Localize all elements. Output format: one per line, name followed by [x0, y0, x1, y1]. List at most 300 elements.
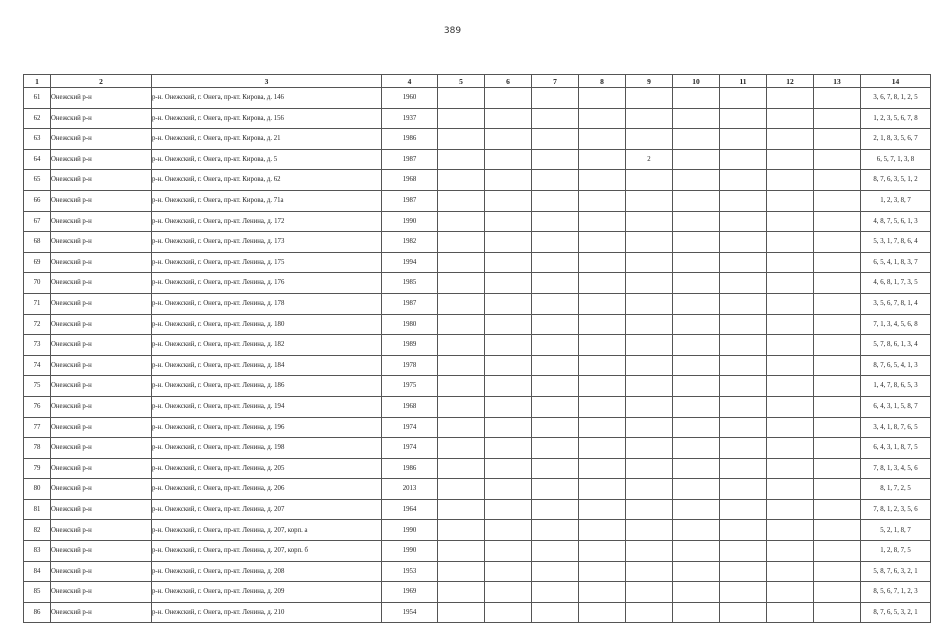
table-row [24, 458, 931, 479]
empty-cell [673, 376, 720, 397]
empty-cell [485, 314, 532, 335]
row-number-cell: 86 [24, 602, 51, 623]
empty-cell [814, 273, 861, 294]
address-cell: р-н. Онежский, г. Онега, пр-кт. Ленина, д. 194 [152, 396, 382, 417]
district-cell: Онежский р-н [51, 458, 152, 479]
empty-cell [579, 211, 626, 232]
sequence-cell: 1, 2, 3, 5, 6, 7, 8 [861, 108, 931, 129]
empty-cell [673, 458, 720, 479]
address-cell: р-н. Онежский, г. Онега, пр-кт. Кирова, д. 5 [152, 149, 382, 170]
empty-cell [673, 88, 720, 109]
column-header: 11 [720, 75, 767, 88]
empty-cell [438, 252, 485, 273]
empty-cell [673, 211, 720, 232]
empty-cell [720, 355, 767, 376]
column-9-cell [626, 582, 673, 603]
empty-cell [438, 88, 485, 109]
table-row [24, 499, 931, 520]
year-cell: 1937 [382, 108, 438, 129]
empty-cell [767, 88, 814, 109]
empty-cell [767, 211, 814, 232]
address-cell: р-н. Онежский, г. Онега, пр-кт. Кирова, д. 71а [152, 190, 382, 211]
column-header: 13 [814, 75, 861, 88]
empty-cell [579, 376, 626, 397]
column-9-cell [626, 232, 673, 253]
empty-cell [673, 129, 720, 150]
empty-cell [720, 458, 767, 479]
district-cell: Онежский р-н [51, 108, 152, 129]
empty-cell [673, 520, 720, 541]
table-row [24, 314, 931, 335]
empty-cell [579, 314, 626, 335]
sequence-cell: 3, 5, 6, 7, 8, 1, 4 [861, 293, 931, 314]
empty-cell [767, 541, 814, 562]
empty-cell [814, 211, 861, 232]
table-row [24, 561, 931, 582]
empty-cell [767, 417, 814, 438]
empty-cell [673, 541, 720, 562]
empty-cell [579, 232, 626, 253]
empty-cell [720, 129, 767, 150]
empty-cell [767, 602, 814, 623]
empty-cell [579, 355, 626, 376]
column-9-cell [626, 190, 673, 211]
empty-cell [673, 170, 720, 191]
empty-cell [720, 88, 767, 109]
column-header: 2 [51, 75, 152, 88]
empty-cell [438, 458, 485, 479]
empty-cell [438, 335, 485, 356]
sequence-cell: 4, 8, 7, 5, 6, 1, 3 [861, 211, 931, 232]
empty-cell [485, 190, 532, 211]
sequence-cell: 7, 8, 1, 2, 3, 5, 6 [861, 499, 931, 520]
empty-cell [485, 582, 532, 603]
address-cell: р-н. Онежский, г. Онега, пр-кт. Ленина, д. 209 [152, 582, 382, 603]
empty-cell [814, 499, 861, 520]
table-row [24, 88, 931, 109]
empty-cell [720, 520, 767, 541]
district-cell: Онежский р-н [51, 417, 152, 438]
empty-cell [767, 335, 814, 356]
empty-cell [720, 417, 767, 438]
empty-cell [438, 170, 485, 191]
empty-cell [438, 232, 485, 253]
empty-cell [720, 108, 767, 129]
empty-cell [438, 273, 485, 294]
empty-cell [532, 582, 579, 603]
empty-cell [673, 335, 720, 356]
empty-cell [485, 88, 532, 109]
empty-cell [814, 438, 861, 459]
district-cell: Онежский р-н [51, 273, 152, 294]
empty-cell [767, 396, 814, 417]
sequence-cell: 6, 5, 7, 1, 3, 8 [861, 149, 931, 170]
empty-cell [532, 190, 579, 211]
column-9-cell [626, 252, 673, 273]
empty-cell [579, 602, 626, 623]
year-cell: 1980 [382, 314, 438, 335]
empty-cell [767, 232, 814, 253]
column-9-cell [626, 355, 673, 376]
empty-cell [438, 293, 485, 314]
year-cell: 1987 [382, 190, 438, 211]
empty-cell [532, 232, 579, 253]
empty-cell [438, 314, 485, 335]
address-cell: р-н. Онежский, г. Онега, пр-кт. Ленина, д. 198 [152, 438, 382, 459]
district-cell: Онежский р-н [51, 170, 152, 191]
year-cell: 1985 [382, 273, 438, 294]
empty-cell [814, 108, 861, 129]
empty-cell [767, 376, 814, 397]
sequence-cell: 5, 8, 7, 6, 3, 2, 1 [861, 561, 931, 582]
year-cell: 1953 [382, 561, 438, 582]
empty-cell [767, 479, 814, 500]
district-cell: Онежский р-н [51, 541, 152, 562]
empty-cell [579, 458, 626, 479]
district-cell: Онежский р-н [51, 376, 152, 397]
row-number-cell: 61 [24, 88, 51, 109]
empty-cell [438, 211, 485, 232]
empty-cell [485, 396, 532, 417]
row-number-cell: 81 [24, 499, 51, 520]
column-9-cell [626, 170, 673, 191]
empty-cell [579, 252, 626, 273]
empty-cell [485, 252, 532, 273]
table-row [24, 355, 931, 376]
row-number-cell: 85 [24, 582, 51, 603]
table-row [24, 376, 931, 397]
empty-cell [579, 479, 626, 500]
year-cell: 1982 [382, 232, 438, 253]
empty-cell [438, 520, 485, 541]
row-number-cell: 77 [24, 417, 51, 438]
empty-cell [673, 190, 720, 211]
empty-cell [814, 88, 861, 109]
empty-cell [579, 541, 626, 562]
empty-cell [720, 149, 767, 170]
empty-cell [438, 396, 485, 417]
address-cell: р-н. Онежский, г. Онега, пр-кт. Ленина, д. 173 [152, 232, 382, 253]
empty-cell [720, 211, 767, 232]
district-cell: Онежский р-н [51, 293, 152, 314]
column-9-cell [626, 417, 673, 438]
sequence-cell: 6, 5, 4, 1, 8, 3, 7 [861, 252, 931, 273]
empty-cell [438, 479, 485, 500]
empty-cell [767, 582, 814, 603]
empty-cell [814, 458, 861, 479]
sequence-cell: 1, 2, 3, 8, 7 [861, 190, 931, 211]
empty-cell [814, 376, 861, 397]
address-cell: р-н. Онежский, г. Онега, пр-кт. Ленина, д. 182 [152, 335, 382, 356]
table-row [24, 417, 931, 438]
row-number-cell: 84 [24, 561, 51, 582]
empty-cell [767, 273, 814, 294]
empty-cell [814, 314, 861, 335]
empty-cell [720, 252, 767, 273]
year-cell: 1978 [382, 355, 438, 376]
empty-cell [485, 108, 532, 129]
empty-cell [767, 520, 814, 541]
empty-cell [767, 108, 814, 129]
sequence-cell: 8, 1, 7, 2, 5 [861, 479, 931, 500]
column-9-cell [626, 211, 673, 232]
empty-cell [579, 520, 626, 541]
empty-cell [673, 602, 720, 623]
column-9-cell [626, 335, 673, 356]
empty-cell [673, 438, 720, 459]
year-cell: 1968 [382, 170, 438, 191]
empty-cell [579, 293, 626, 314]
column-header: 9 [626, 75, 673, 88]
address-cell: р-н. Онежский, г. Онега, пр-кт. Ленина, д. 208 [152, 561, 382, 582]
column-header: 4 [382, 75, 438, 88]
address-cell: р-н. Онежский, г. Онега, пр-кт. Кирова, д. 146 [152, 88, 382, 109]
empty-cell [673, 108, 720, 129]
table-row [24, 232, 931, 253]
table-body [24, 88, 931, 623]
empty-cell [720, 273, 767, 294]
empty-cell [532, 273, 579, 294]
empty-cell [532, 541, 579, 562]
empty-cell [767, 458, 814, 479]
year-cell: 1960 [382, 88, 438, 109]
empty-cell [673, 273, 720, 294]
column-header: 14 [861, 75, 931, 88]
empty-cell [673, 355, 720, 376]
empty-cell [720, 314, 767, 335]
sequence-cell: 3, 4, 1, 8, 7, 6, 5 [861, 417, 931, 438]
year-cell: 1990 [382, 520, 438, 541]
empty-cell [767, 355, 814, 376]
housing-register-table [23, 74, 931, 623]
empty-cell [579, 273, 626, 294]
empty-cell [532, 602, 579, 623]
empty-cell [767, 149, 814, 170]
table-row [24, 335, 931, 356]
year-cell: 1954 [382, 602, 438, 623]
column-9-cell [626, 273, 673, 294]
column-9-cell [626, 602, 673, 623]
empty-cell [673, 396, 720, 417]
column-9-cell [626, 88, 673, 109]
sequence-cell: 2, 1, 8, 3, 5, 6, 7 [861, 129, 931, 150]
empty-cell [485, 561, 532, 582]
column-header: 7 [532, 75, 579, 88]
district-cell: Онежский р-н [51, 149, 152, 170]
empty-cell [579, 129, 626, 150]
sequence-cell: 5, 2, 1, 8, 7 [861, 520, 931, 541]
year-cell: 1987 [382, 149, 438, 170]
address-cell: р-н. Онежский, г. Онега, пр-кт. Ленина, д. 207, корп. а [152, 520, 382, 541]
address-cell: р-н. Онежский, г. Онега, пр-кт. Ленина, д. 176 [152, 273, 382, 294]
table-row [24, 582, 931, 603]
column-header: 12 [767, 75, 814, 88]
sequence-cell: 1, 4, 7, 8, 6, 5, 3 [861, 376, 931, 397]
empty-cell [485, 479, 532, 500]
empty-cell [438, 149, 485, 170]
empty-cell [814, 190, 861, 211]
empty-cell [579, 108, 626, 129]
table-row [24, 211, 931, 232]
empty-cell [814, 520, 861, 541]
year-cell: 1994 [382, 252, 438, 273]
empty-cell [720, 190, 767, 211]
empty-cell [532, 314, 579, 335]
empty-cell [579, 396, 626, 417]
address-cell: р-н. Онежский, г. Онега, пр-кт. Ленина, д. 205 [152, 458, 382, 479]
year-cell: 1975 [382, 376, 438, 397]
year-cell: 1989 [382, 335, 438, 356]
empty-cell [532, 211, 579, 232]
column-header: 5 [438, 75, 485, 88]
address-cell: р-н. Онежский, г. Онега, пр-кт. Кирова, д. 21 [152, 129, 382, 150]
district-cell: Онежский р-н [51, 355, 152, 376]
column-9-cell [626, 458, 673, 479]
row-number-cell: 76 [24, 396, 51, 417]
sequence-cell: 8, 5, 6, 7, 1, 2, 3 [861, 582, 931, 603]
empty-cell [438, 355, 485, 376]
empty-cell [532, 149, 579, 170]
empty-cell [579, 335, 626, 356]
empty-cell [720, 396, 767, 417]
empty-cell [485, 129, 532, 150]
year-cell: 1990 [382, 541, 438, 562]
year-cell: 1969 [382, 582, 438, 603]
empty-cell [532, 396, 579, 417]
column-header: 10 [673, 75, 720, 88]
sequence-cell: 4, 6, 8, 1, 7, 3, 5 [861, 273, 931, 294]
address-cell: р-н. Онежский, г. Онега, пр-кт. Ленина, д. 180 [152, 314, 382, 335]
address-cell: р-н. Онежский, г. Онега, пр-кт. Ленина, д. 207 [152, 499, 382, 520]
sequence-cell: 8, 7, 6, 3, 5, 1, 2 [861, 170, 931, 191]
table-row [24, 273, 931, 294]
table-row [24, 479, 931, 500]
address-cell: р-н. Онежский, г. Онега, пр-кт. Ленина, д. 207, корп. б [152, 541, 382, 562]
table-row [24, 170, 931, 191]
empty-cell [767, 293, 814, 314]
empty-cell [720, 232, 767, 253]
district-cell: Онежский р-н [51, 438, 152, 459]
table-row [24, 541, 931, 562]
district-cell: Онежский р-н [51, 314, 152, 335]
empty-cell [767, 314, 814, 335]
empty-cell [532, 88, 579, 109]
empty-cell [438, 499, 485, 520]
column-9-cell [626, 129, 673, 150]
empty-cell [720, 541, 767, 562]
column-header: 3 [152, 75, 382, 88]
year-cell: 1968 [382, 396, 438, 417]
empty-cell [485, 417, 532, 438]
district-cell: Онежский р-н [51, 396, 152, 417]
empty-cell [438, 438, 485, 459]
empty-cell [485, 335, 532, 356]
sequence-cell: 6, 4, 3, 1, 8, 7, 5 [861, 438, 931, 459]
empty-cell [814, 541, 861, 562]
empty-cell [579, 149, 626, 170]
column-header: 6 [485, 75, 532, 88]
row-number-cell: 70 [24, 273, 51, 294]
sequence-cell: 7, 8, 1, 3, 4, 5, 6 [861, 458, 931, 479]
district-cell: Онежский р-н [51, 499, 152, 520]
empty-cell [579, 438, 626, 459]
sequence-cell: 8, 7, 6, 5, 3, 2, 1 [861, 602, 931, 623]
empty-cell [814, 129, 861, 150]
empty-cell [579, 582, 626, 603]
empty-cell [532, 499, 579, 520]
row-number-cell: 65 [24, 170, 51, 191]
empty-cell [579, 417, 626, 438]
empty-cell [532, 458, 579, 479]
year-cell: 1986 [382, 129, 438, 150]
district-cell: Онежский р-н [51, 252, 152, 273]
table-row [24, 252, 931, 273]
row-number-cell: 75 [24, 376, 51, 397]
column-number-row [24, 75, 931, 88]
row-number-cell: 82 [24, 520, 51, 541]
empty-cell [485, 499, 532, 520]
empty-cell [814, 232, 861, 253]
empty-cell [438, 190, 485, 211]
empty-cell [485, 458, 532, 479]
column-9-cell [626, 520, 673, 541]
row-number-cell: 68 [24, 232, 51, 253]
empty-cell [720, 582, 767, 603]
column-9-cell [626, 108, 673, 129]
empty-cell [673, 232, 720, 253]
empty-cell [720, 293, 767, 314]
empty-cell [485, 376, 532, 397]
sequence-cell: 6, 4, 3, 1, 5, 8, 7 [861, 396, 931, 417]
empty-cell [485, 149, 532, 170]
address-cell: р-н. Онежский, г. Онега, пр-кт. Ленина, д. 206 [152, 479, 382, 500]
page-number: 389 [443, 26, 462, 36]
empty-cell [532, 335, 579, 356]
district-cell: Онежский р-н [51, 232, 152, 253]
year-cell: 1964 [382, 499, 438, 520]
empty-cell [438, 582, 485, 603]
empty-cell [814, 417, 861, 438]
empty-cell [767, 129, 814, 150]
empty-cell [485, 170, 532, 191]
table-row [24, 438, 931, 459]
table-row [24, 190, 931, 211]
empty-cell [673, 417, 720, 438]
empty-cell [485, 232, 532, 253]
district-cell: Онежский р-н [51, 211, 152, 232]
empty-cell [814, 582, 861, 603]
empty-cell [720, 479, 767, 500]
address-cell: р-н. Онежский, г. Онега, пр-кт. Ленина, д. 178 [152, 293, 382, 314]
empty-cell [814, 396, 861, 417]
row-number-cell: 78 [24, 438, 51, 459]
empty-cell [720, 561, 767, 582]
empty-cell [485, 355, 532, 376]
column-9-cell [626, 376, 673, 397]
empty-cell [720, 335, 767, 356]
empty-cell [438, 417, 485, 438]
row-number-cell: 67 [24, 211, 51, 232]
row-number-cell: 62 [24, 108, 51, 129]
empty-cell [673, 293, 720, 314]
column-9-cell: 2 [626, 149, 673, 170]
empty-cell [814, 602, 861, 623]
empty-cell [532, 129, 579, 150]
empty-cell [814, 149, 861, 170]
empty-cell [579, 561, 626, 582]
district-cell: Онежский р-н [51, 582, 152, 603]
year-cell: 1974 [382, 417, 438, 438]
